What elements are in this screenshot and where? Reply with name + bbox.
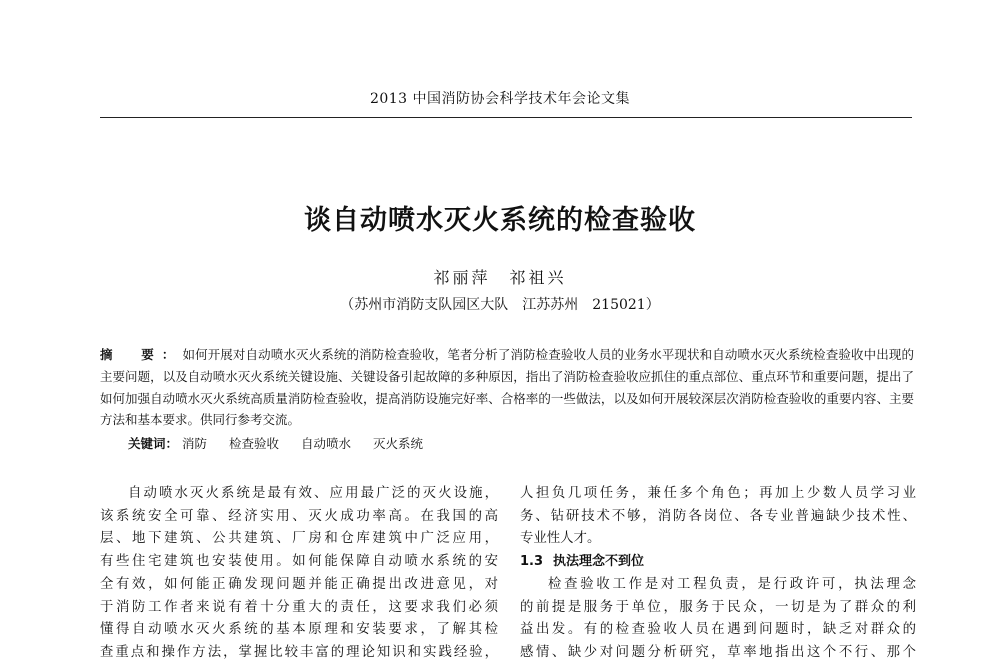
abstract-label: 摘 要： <box>100 347 183 362</box>
section-title: 执法理念不到位 <box>553 554 645 570</box>
text-line: 该系统安全可靠、经济实用、灭火成功率高。在我国的高 <box>100 508 498 524</box>
text-line: 查重点和操作方法，掌握比较丰富的理论知识和实践经验， <box>100 644 498 660</box>
text-line: 检查验收工作是对工程负责，是行政许可，执法理念 <box>548 576 916 592</box>
keywords-label: 关键词： <box>128 436 179 451</box>
abstract-text: 如何开展对自动喷水灭火系统的消防检查验收，笔者分析了消防检查验收人员的业务水平现状和自动喷水灭火系统检查验收中出现的主要问题，以及自动喷水灭火系统关键设施、关键设备引起故障的多种原因，指出了消防检查验收应抓住的重点部位、重点环节和重要问题，提出了如何加强自动喷水灭火系统高质量消防检查验收，提高消防设施完好率、合格率的一些做法，以及如何开展较深层次消防检查验收的重要内容、主要方法和基本要求。供同行参考交流。 <box>100 347 914 428</box>
keywords <box>100 434 914 452</box>
header-rule <box>100 117 912 118</box>
affiliation: （苏州市消防支队园区大队 江苏苏州 215021） <box>340 297 660 313</box>
keyword: 检查验收 <box>229 436 280 451</box>
body-column-right <box>520 483 916 665</box>
text-line: 层、地下建筑、公共建筑、厂房和仓库建筑中广泛应用， <box>100 531 498 547</box>
text-line: 的前提是服务于单位，服务于民众，一切是为了群众的利 <box>520 599 916 615</box>
abstract <box>100 344 914 431</box>
text-line: 自动喷水灭火系统是最有效、应用最广泛的灭火设施， <box>128 486 498 501</box>
text-line: 务、钻研技术不够，消防各岗位、各专业普遍缺少技术性、 <box>520 508 916 524</box>
text-line: 专业性人才。 <box>520 531 601 547</box>
text-line: 于消防工作者来说有着十分重大的责任，这要求我们必须 <box>100 599 498 615</box>
keyword: 灭火系统 <box>373 436 424 451</box>
authors: 祁丽萍 祁祖兴 <box>433 268 567 287</box>
text-line: 全有效，如何能正确发现问题并能正确提出改进意见，对 <box>100 576 498 592</box>
keyword: 自动喷水 <box>301 436 352 451</box>
running-header: 2013 中国消防协会科学技术年会论文集 <box>369 91 631 107</box>
section-number: 1.3 <box>520 554 544 570</box>
paper-title: 谈自动喷水灭火系统的检查验收 <box>304 205 696 236</box>
text-line: 益出发。有的检查验收人员在遇到问题时，缺乏对群众的 <box>520 622 916 638</box>
keyword: 消防 <box>182 436 208 451</box>
section-heading <box>520 551 916 574</box>
text-line: 感情、缺少对问题分析研究，草率地指出这个不行、那个 <box>520 644 916 660</box>
text-line: 懂得自动喷水灭火系统的基本原理和安装要求，了解其检 <box>100 622 498 638</box>
body-column-left <box>100 483 498 665</box>
text-line: 人担负几项任务，兼任多个角色；再加上少数人员学习业 <box>520 486 916 501</box>
text-line: 有些住宅建筑也安装使用。如何能保障自动喷水系统的安 <box>100 554 498 570</box>
